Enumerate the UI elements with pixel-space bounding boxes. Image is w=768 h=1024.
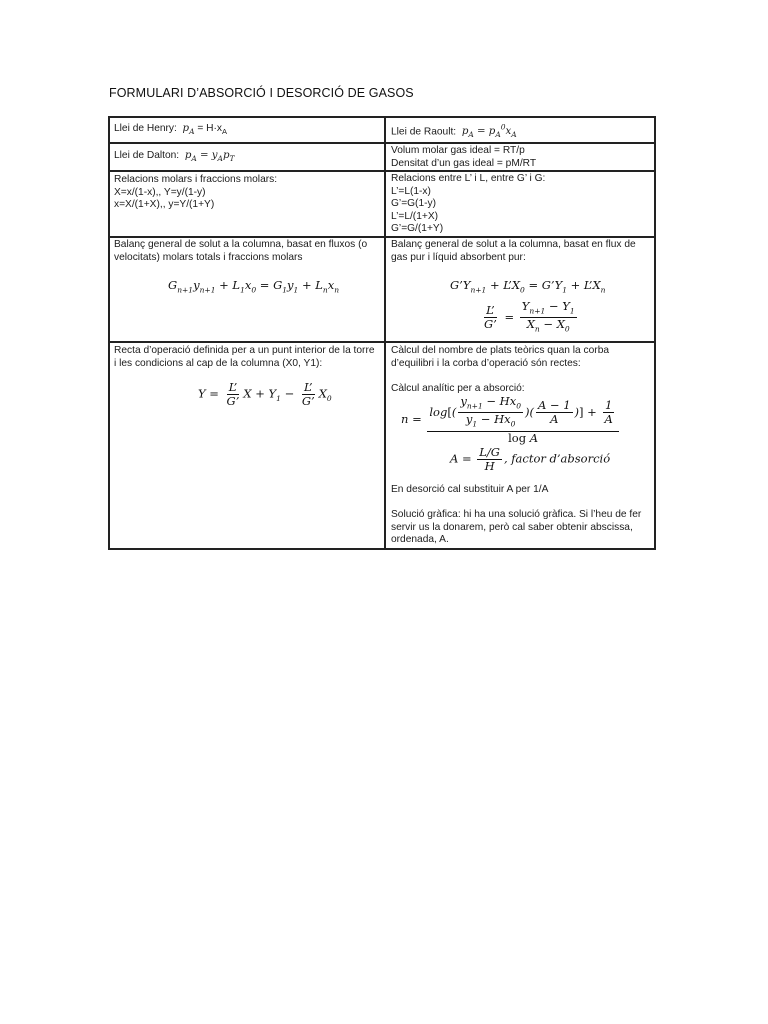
gas-density-line: Densitat d’un gas ideal = pM/RT (391, 157, 537, 169)
molar-relations-heading: Relacions molars i fraccions molars: (114, 174, 278, 185)
document-title: FORMULARI D’ABSORCIÓ I DESORCIÓ DE GASOS (109, 86, 414, 100)
pure-flow-balance-text: Balanç general de solut a la columna, basat en flux de gas pur i líquid absorbent pur: (391, 239, 636, 263)
slope-ratio-formula: $\frac{L’}{G’}$ = $\frac{Y_{n+1} - Y_1}{X_n - X_0}$ (484, 299, 575, 334)
ideal-gas-cell (391, 145, 649, 170)
operating-line-text: Recta d’operació definida per a un punt interior de la torre i les condicions al cap de la columna (X0, Y1): (114, 345, 375, 369)
pure-flow-balance-formula: $G’Y_{n+1}$ + $L’X_0$ = $G’Y_1$ + $L’X_n$ (450, 278, 606, 295)
raoult-law-formula: $p_A = p_A^0x_A$ (461, 123, 517, 140)
molar-relation-line: x=X/(1+X),, y=Y/(1+Y) (114, 199, 215, 211)
flow-relation-line: G’=G(1-y) (391, 198, 436, 210)
row-divider (108, 236, 656, 238)
molar-relation-line: X=x/(1-x),, Y=y/(1-y) (114, 186, 206, 198)
graphic-solution-note: Solució gràfica: hi ha una solució gràfica. Si l’heu de fer servir us la donarem, però cal saber obtenir abscissa, ordenada, A. (391, 509, 642, 546)
table-border-top (108, 116, 656, 118)
molar-volume-line: Volum molar gas ideal = RT/p (391, 145, 525, 156)
flow-relation-line: L’=L(1-x) (391, 185, 431, 197)
desorption-note: En desorció cal substituir A per 1/A (391, 484, 549, 495)
henry-law-cell (114, 123, 378, 139)
raoult-law-label: Llei de Raoult: (391, 126, 457, 138)
dalton-law-cell (114, 150, 378, 166)
henry-law-rhs: = $H\cdot x_A$ (194, 123, 227, 137)
analytic-absorption-subtitle: Càlcul analític per a absorció: (391, 383, 525, 394)
table-border-right (654, 116, 656, 550)
flow-relations-cell (391, 173, 649, 236)
row-divider (108, 170, 656, 172)
molar-relations-cell (114, 174, 378, 212)
plates-number-formula: n = log[( $\frac{y_{n+1} - Hx_0}{y_1 - Hx_0}$ )( $\frac{A - 1}{A}$ )] + $\frac{1}{A}$ log A (401, 395, 621, 445)
row-divider (108, 142, 656, 144)
theoretical-plates-text: Càlcul del nombre de plats teòrics quan la corba d’equilibri i la corba d’operació són rectes: (391, 345, 610, 369)
operating-line-formula: Y = $\frac{L’}{G’}$ $X + Y_1$ − $\frac{L’}{G’}$ $X_0$ (198, 380, 332, 408)
row-divider (108, 341, 656, 343)
dalton-law-label: Llei de Dalton: (114, 150, 180, 161)
flow-relation-line: L’=L/(1+X) (391, 210, 439, 222)
table-border-left (108, 116, 110, 550)
dalton-law-formula: $p_A = y_Ap_T$ (184, 150, 235, 164)
absorption-factor-formula: A = $\frac{L/G}{H}$ , factor d’absorció (450, 445, 611, 473)
total-balance-formula: $G_{n+1}y_{n+1} + L_1x_0 = G_1y_1 + L_nx_n$ (168, 278, 340, 295)
flow-relations-heading: Relacions entre L’ i L, entre G’ i G: (391, 173, 546, 184)
henry-law-formula: $p_A$ (182, 123, 195, 137)
column-divider (384, 116, 386, 550)
total-balance-text: Balanç general de solut a la columna, basat en fluxos (o velocitats) molars totals i fraccions molars (114, 239, 368, 263)
flow-relation-line: G’=G/(1+Y) (391, 223, 444, 235)
table-border-bottom (108, 548, 656, 550)
formula-table (108, 116, 656, 550)
henry-law-label: Llei de Henry: (114, 123, 177, 134)
raoult-law-cell (391, 122, 649, 142)
